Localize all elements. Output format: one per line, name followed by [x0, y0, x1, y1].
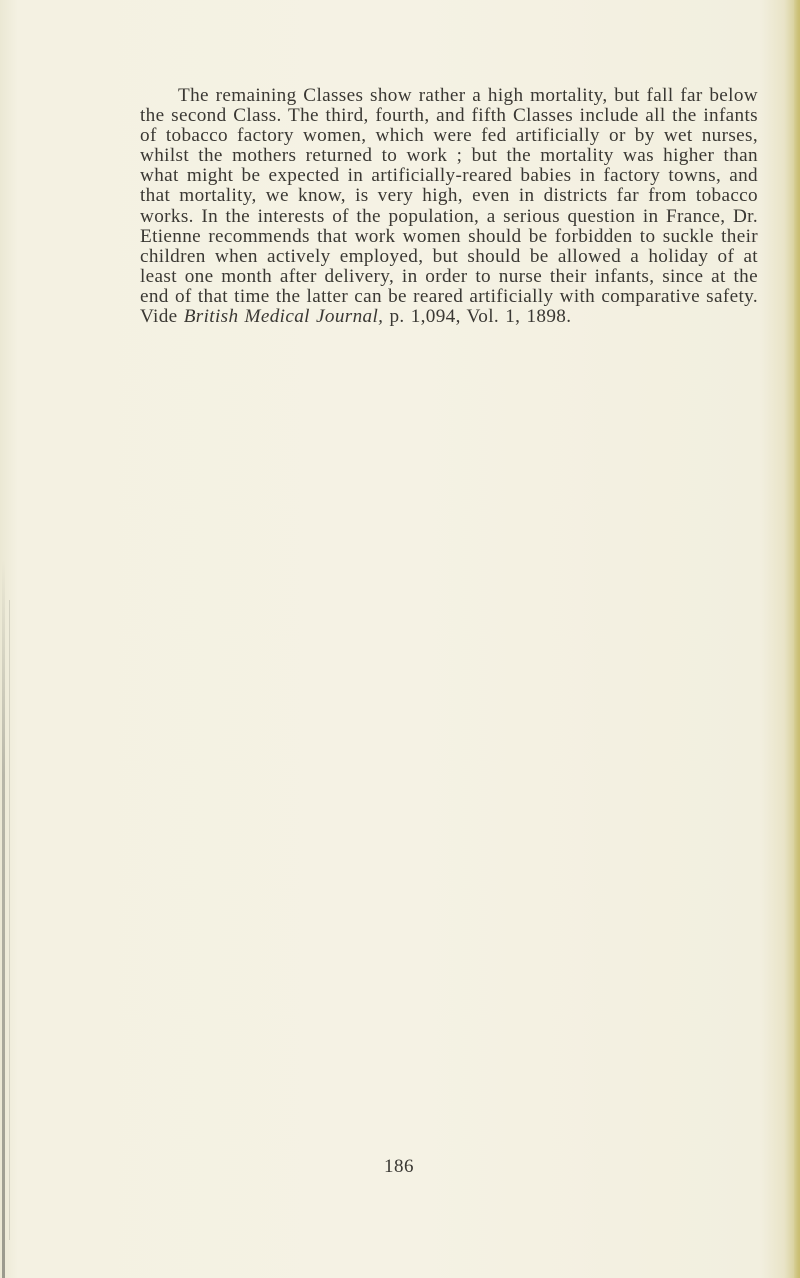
body-paragraph — [140, 86, 758, 327]
journal-citation-title: British Medical Journal, — [183, 306, 384, 328]
paragraph-text: The remaining Classes show rather a high mortality, but fall far below the second Class. The third, fourth, and fifth Classes include all the infants of tobacco factory women, which were fed artificially or by wet nurses, whilst the mothers returned to work ; but the mortality was higher than what might be expected in artificially-reared babies in factory towns, and that mortality, we know, is very high, even in districts far from tobacco works. In the interests of the population, a serious question in France, Dr. Etienne recommends that work women should be forbidden to suckle their children when actively employed, but should be allowed a holiday of at least one month after delivery, in order to nurse their infants, since at the end of that time the latter can be reared artificially with comparative safety. Vide — [140, 85, 758, 328]
page-binding-edge — [794, 0, 800, 1278]
journal-citation-details: p. 1,094, Vol. 1, 1898. — [389, 306, 572, 328]
page-edge-line — [9, 600, 10, 1240]
page-number — [0, 1156, 800, 1178]
page-number-text: 186 — [384, 1156, 414, 1177]
